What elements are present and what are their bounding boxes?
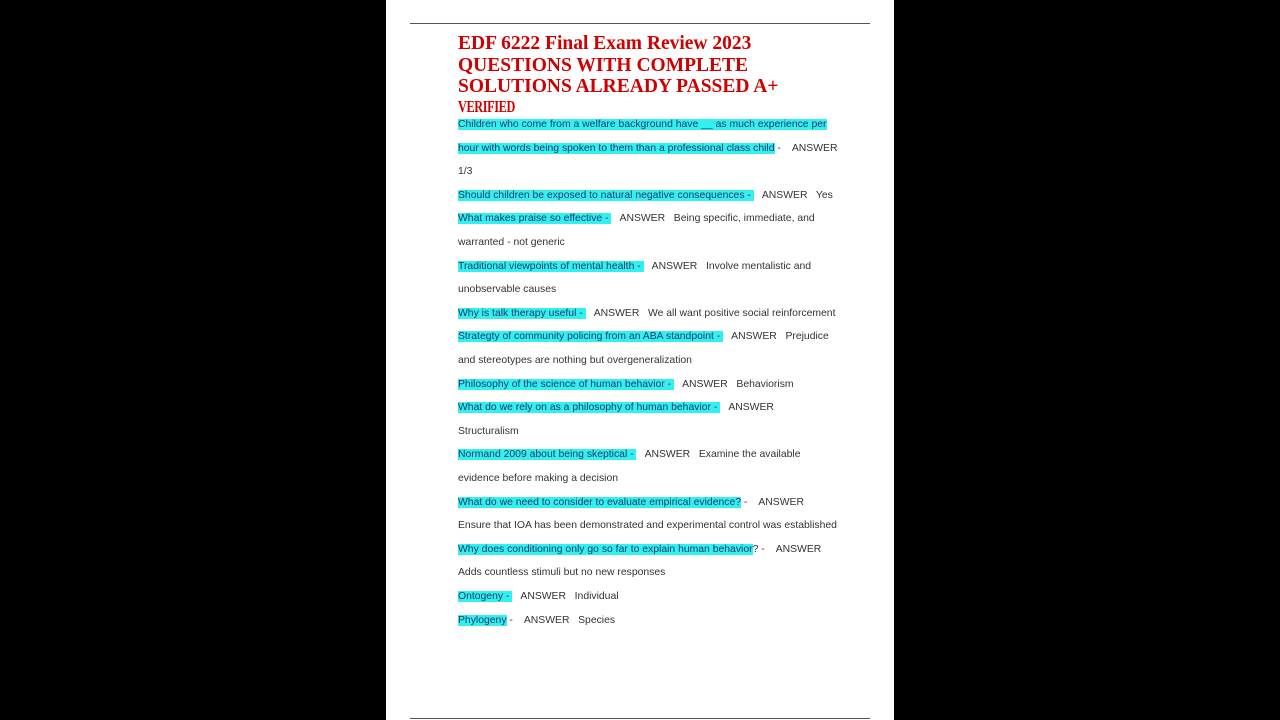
highlighted-question: What makes praise so effective -	[458, 213, 612, 225]
answer-text: 1/3	[458, 166, 473, 178]
answer-text: ANSWER	[720, 402, 774, 414]
highlighted-question: Why does conditioning only go so far to explain human behavior	[458, 543, 753, 555]
text-line	[458, 448, 801, 461]
text-line	[458, 354, 692, 367]
text-line	[458, 378, 794, 391]
answer-text: - ANSWER Species	[506, 614, 616, 626]
highlighted-question: Children who come from a welfare background have __ as much experience per	[458, 119, 827, 130]
text-line	[458, 142, 837, 155]
answer-text: Structuralism	[458, 425, 519, 437]
text-line	[458, 307, 835, 320]
text-line	[458, 543, 821, 556]
highlighted-question: Philosophy of the science of human behavior -	[458, 378, 675, 390]
highlighted-question: Traditional viewpoints of mental health -	[458, 260, 644, 272]
text-line	[458, 614, 615, 627]
answer-text: ANSWER Individual	[512, 591, 619, 602]
answer-text: Ensure that IOA has been demonstrated and experimental control was established	[458, 520, 837, 532]
text-line	[458, 118, 827, 131]
highlighted-question: hour with words being spoken to them than a professional class child	[458, 142, 775, 154]
highlighted-question: Should children be exposed to natural negative consequences -	[458, 189, 754, 201]
text-line	[458, 330, 829, 343]
text-line	[458, 496, 804, 509]
answer-text: unobservable causes	[458, 284, 557, 296]
highlighted-question: What do we need to consider to evaluate empirical evidence?	[458, 496, 742, 508]
highlighted-question: Phylogeny	[458, 614, 507, 626]
answer-text: ANSWER Involve mentalistic and	[643, 260, 812, 272]
answer-text: and stereotypes are nothing but overgeneralization	[458, 355, 692, 366]
text-line	[458, 212, 815, 225]
verified-badge: VERIFIED	[458, 97, 515, 116]
document-page	[386, 0, 894, 720]
answer-text: ANSWER Behaviorism	[674, 378, 794, 390]
highlighted-question: What do we rely on as a philosophy of human behavior -	[458, 402, 721, 414]
text-line	[458, 283, 556, 296]
text-line	[458, 189, 833, 202]
bottom-rule	[410, 718, 870, 719]
answer-text: ANSWER Examine the available	[636, 449, 801, 461]
answer-text: ANSWER Prejudice	[723, 331, 829, 343]
text-line	[458, 566, 665, 579]
text-line	[458, 519, 837, 532]
highlighted-question: Normand 2009 about being skeptical -	[458, 449, 637, 461]
answer-text: ANSWER We all want positive social reinforcement	[585, 307, 836, 319]
text-line	[458, 260, 811, 273]
answer-text: ANSWER Yes	[753, 189, 833, 201]
highlighted-question: Why is talk therapy useful -	[458, 307, 586, 319]
answer-text: warranted - not generic	[458, 237, 565, 248]
text-line	[458, 590, 619, 603]
highlighted-question: Ontogeny -	[458, 591, 513, 602]
text-line	[458, 425, 519, 438]
answer-text: ? - ANSWER	[752, 543, 822, 555]
answer-text: evidence before making a decision	[458, 473, 618, 484]
top-rule	[410, 23, 870, 24]
answer-text: - ANSWER	[774, 142, 838, 154]
highlighted-question: Strategty of community policing from an ABA standpoint -	[458, 331, 724, 343]
answer-text: Adds countless stimuli but no new responses	[458, 567, 666, 579]
text-line	[458, 236, 565, 249]
answer-text: ANSWER Being specific, immediate, and	[611, 213, 815, 225]
text-line	[458, 401, 774, 414]
text-line	[458, 165, 472, 178]
text-line	[458, 472, 618, 485]
document-title: EDF 6222 Final Exam Review 2023 QUESTIONS WITH COMPLETE SOLUTIONS ALREADY PASSED A+	[458, 33, 779, 97]
answer-text: - ANSWER	[741, 496, 804, 508]
